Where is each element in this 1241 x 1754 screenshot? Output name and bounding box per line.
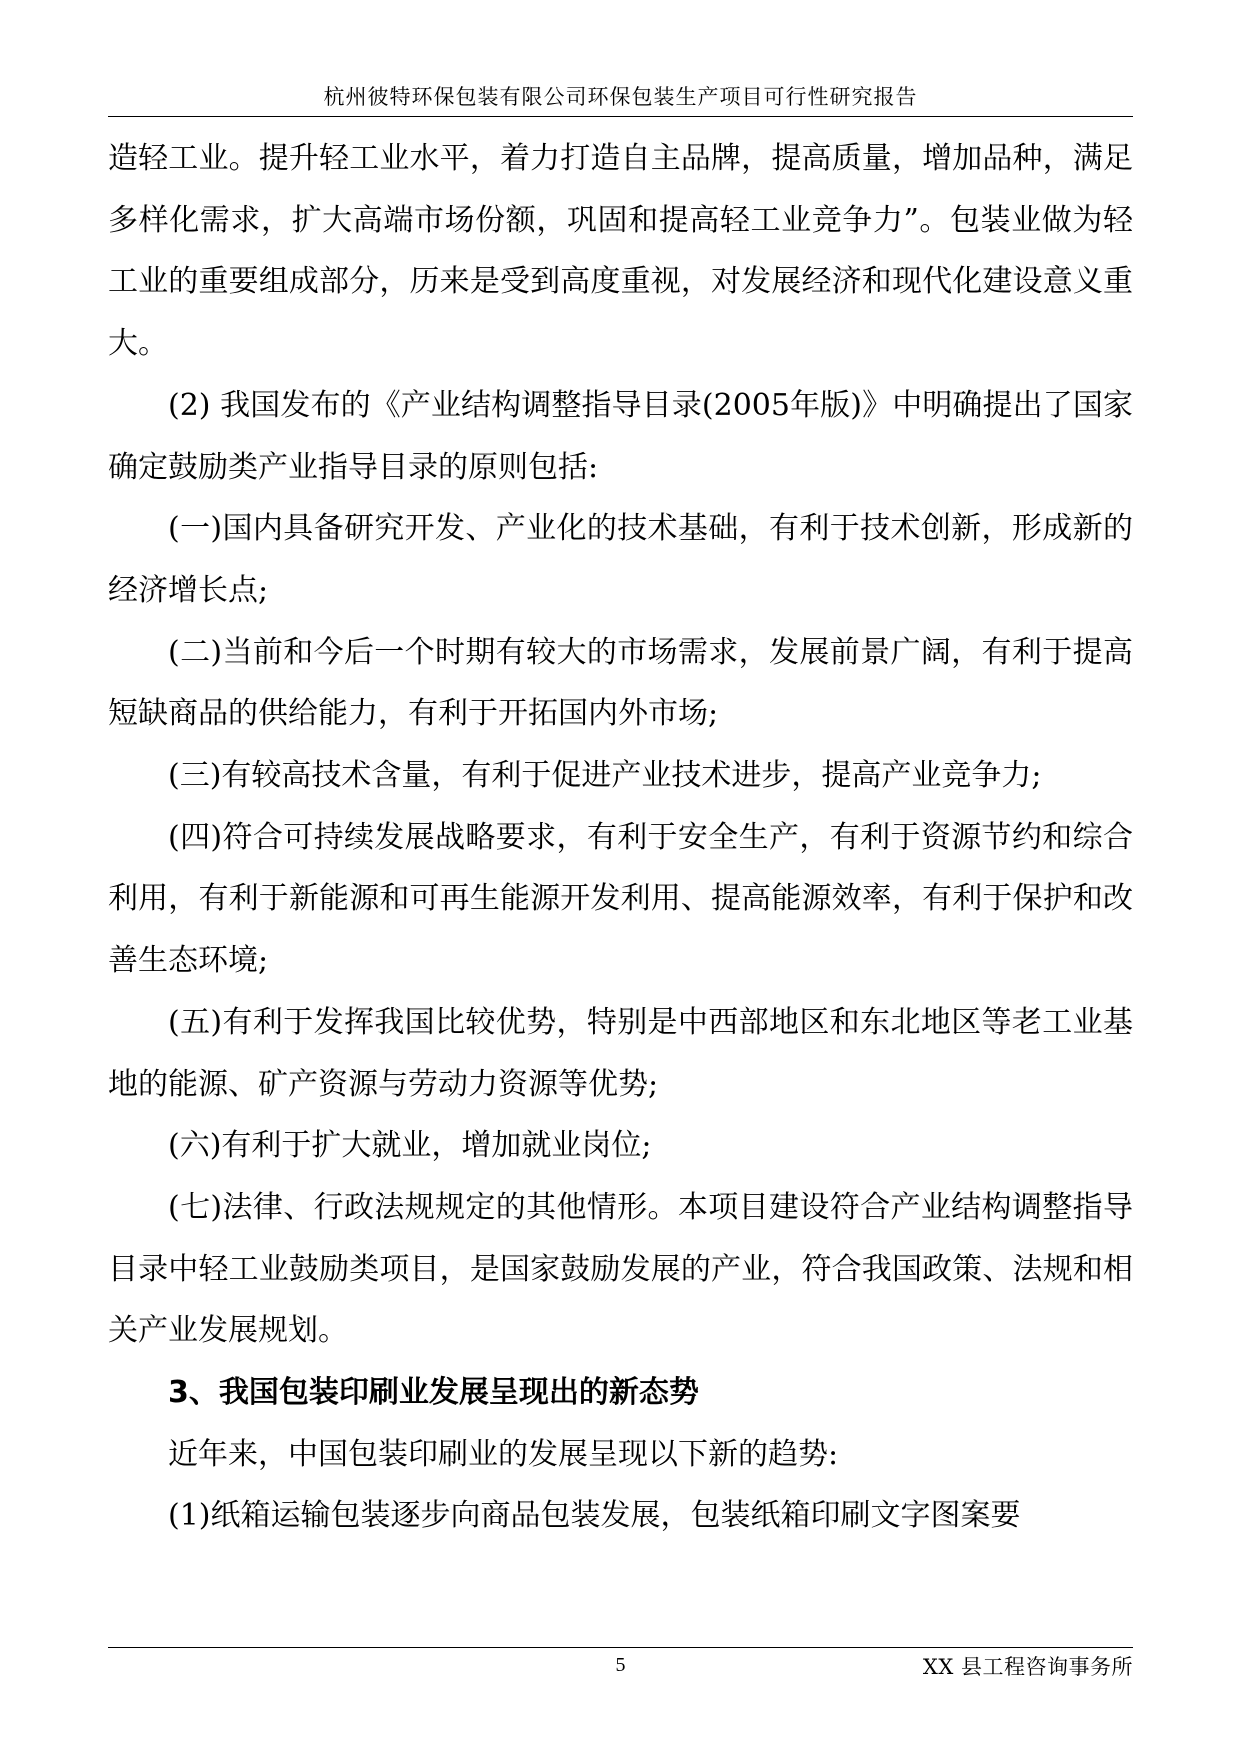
principle-item-5: (五)有利于发挥我国比较优势，特别是中西部地区和东北地区等老工业基地的能源、矿产资源与劳动力资源等优势; bbox=[108, 1004, 1133, 1102]
paragraph-catalog-principles: (2) 我国发布的《产业结构调整指导目录(2005年版)》中明确提出了国家确定鼓励类产业指导目录的原则包括: bbox=[108, 387, 1133, 485]
principle-item-2: (二)当前和今后一个时期有较大的市场需求，发展前景广阔，有利于提高短缺商品的供给能力，有利于开拓国内外市场; bbox=[108, 634, 1133, 732]
footer-organization: XX 县工程咨询事务所 bbox=[922, 1655, 1133, 1679]
page-header-title: 杭州彼特环保包装有限公司环保包装生产项目可行性研究报告 bbox=[323, 85, 918, 109]
section-heading: 3、我国包装印刷业发展呈现出的新态势 bbox=[168, 1375, 699, 1411]
principle-item-7: (七)法律、行政法规规定的其他情形。本项目建设符合产业结构调整指导目录中轻工业鼓励类项目，是国家鼓励发展的产业，符合我国政策、法规和相关产业发展规划。 bbox=[108, 1189, 1133, 1349]
paragraph-continued: 造轻工业。提升轻工业水平，着力打造自主品牌，提高质量，增加品种，满足多样化需求，扩大高端市场份额，巩固和提高轻工业竞争力”。包装业做为轻工业的重要组成部分，历来是受到高度重视，对发展经济和现代化建设意义重大。 bbox=[108, 141, 1133, 362]
header-divider bbox=[108, 116, 1133, 117]
footer-divider bbox=[108, 1647, 1133, 1648]
principle-item-4: (四)符合可持续发展战略要求，有利于安全生产，有利于资源节约和综合利用，有利于新能源和可再生能源开发利用、提高能源效率，有利于保护和改善生态环境; bbox=[108, 819, 1133, 979]
principle-item-3: (三)有较高技术含量，有利于促进产业技术进步，提高产业竞争力; bbox=[168, 758, 1042, 794]
principle-item-6: (六)有利于扩大就业，增加就业岗位; bbox=[168, 1128, 652, 1164]
principle-item-1: (一)国内具备研究开发、产业化的技术基础，有利于技术创新，形成新的经济增长点; bbox=[108, 511, 1133, 608]
paragraph-trend-intro: 近年来，中国包装印刷业的发展呈现以下新的趋势: bbox=[168, 1436, 839, 1472]
document-body bbox=[108, 128, 1133, 1547]
trend-item-1: (1)纸箱运输包装逐步向商品包装发展，包装纸箱印刷文字图案要 bbox=[168, 1498, 1021, 1534]
page-number: 5 bbox=[615, 1654, 626, 1676]
